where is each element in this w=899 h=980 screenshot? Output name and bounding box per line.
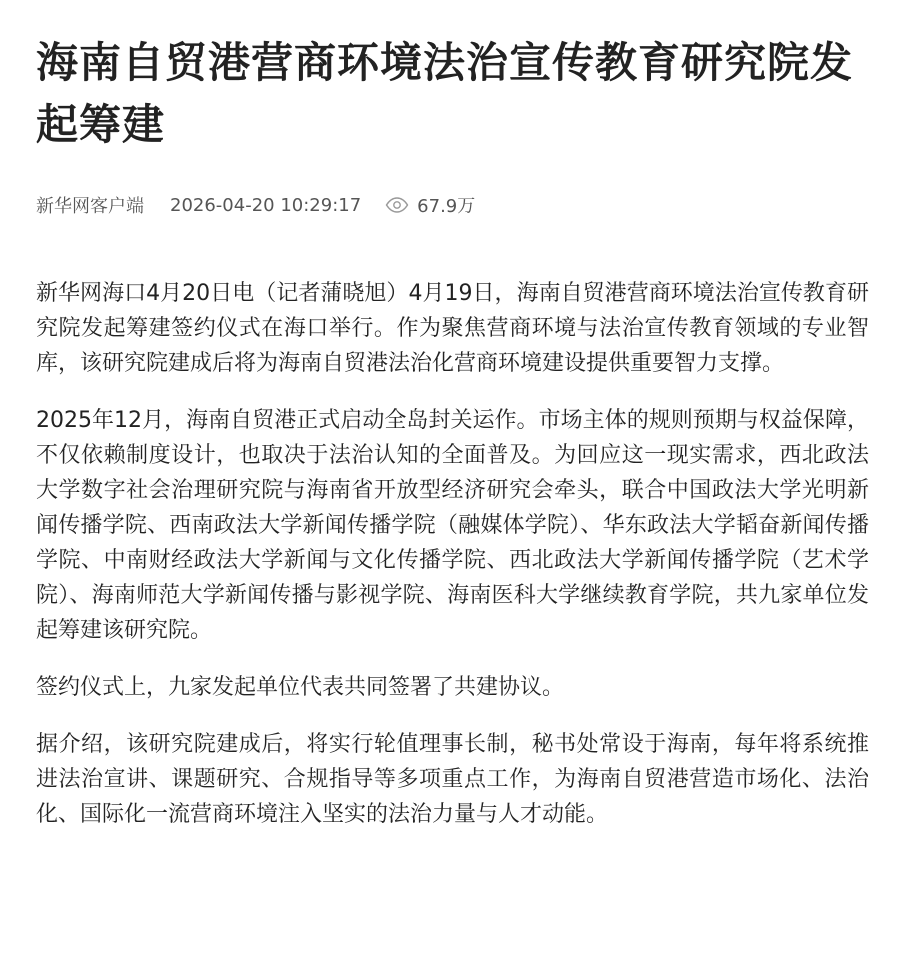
- view-count-value: 67.9万: [417, 196, 476, 217]
- eye-icon: [385, 197, 409, 213]
- article-body: [36, 276, 869, 832]
- paragraph: 据介绍，该研究院建成后，将实行轮值理事长制，秘书处常设于海南，每年将系统推进法治宣讲、课题研究、合规指导等多项重点工作，为海南自贸港营造市场化、法治化、国际化一流营商环境注入坚实的法治力量与人才动能。: [36, 732, 869, 827]
- paragraph: 2025年12月，海南自贸港正式启动全岛封关运作。市场主体的规则预期与权益保障，不仅依赖制度设计，也取决于法治认知的全面普及。为回应这一现实需求，西北政法大学数字社会治理研究院与海南省开放型经济研究会牵头，联合中国政法大学光明新闻传播学院、西南政法大学新闻传播学院（融媒体学院）、华东政法大学韬奋新闻传播学院、中南财经政法大学新闻与文化传播学院、西北政法大学新闻传播学院（艺术学院）、海南师范大学新闻传播与影视学院、海南医科大学继续教育学院，共九家单位发起筹建该研究院。: [36, 408, 869, 643]
- article-source[interactable]: 新华网客户端: [36, 196, 144, 217]
- view-count: [385, 192, 475, 218]
- article-title: 海南自贸港营商环境法治宣传教育研究院发起筹建: [36, 38, 854, 149]
- paragraph: 新华网海口4月20日电（记者蒲晓旭）4月19日，海南自贸港营商环境法治宣传教育研究院发起筹建签约仪式在海口举行。作为聚焦营商环境与法治宣传教育领域的专业智库，该研究院建成后将为海南自贸港法治化营商环境建设提供重要智力支撑。: [36, 281, 869, 376]
- publish-time: 2026-04-20 10:29:17: [170, 194, 362, 216]
- paragraph: 签约仪式上，九家发起单位代表共同签署了共建协议。: [36, 675, 565, 700]
- article-meta: [36, 190, 869, 220]
